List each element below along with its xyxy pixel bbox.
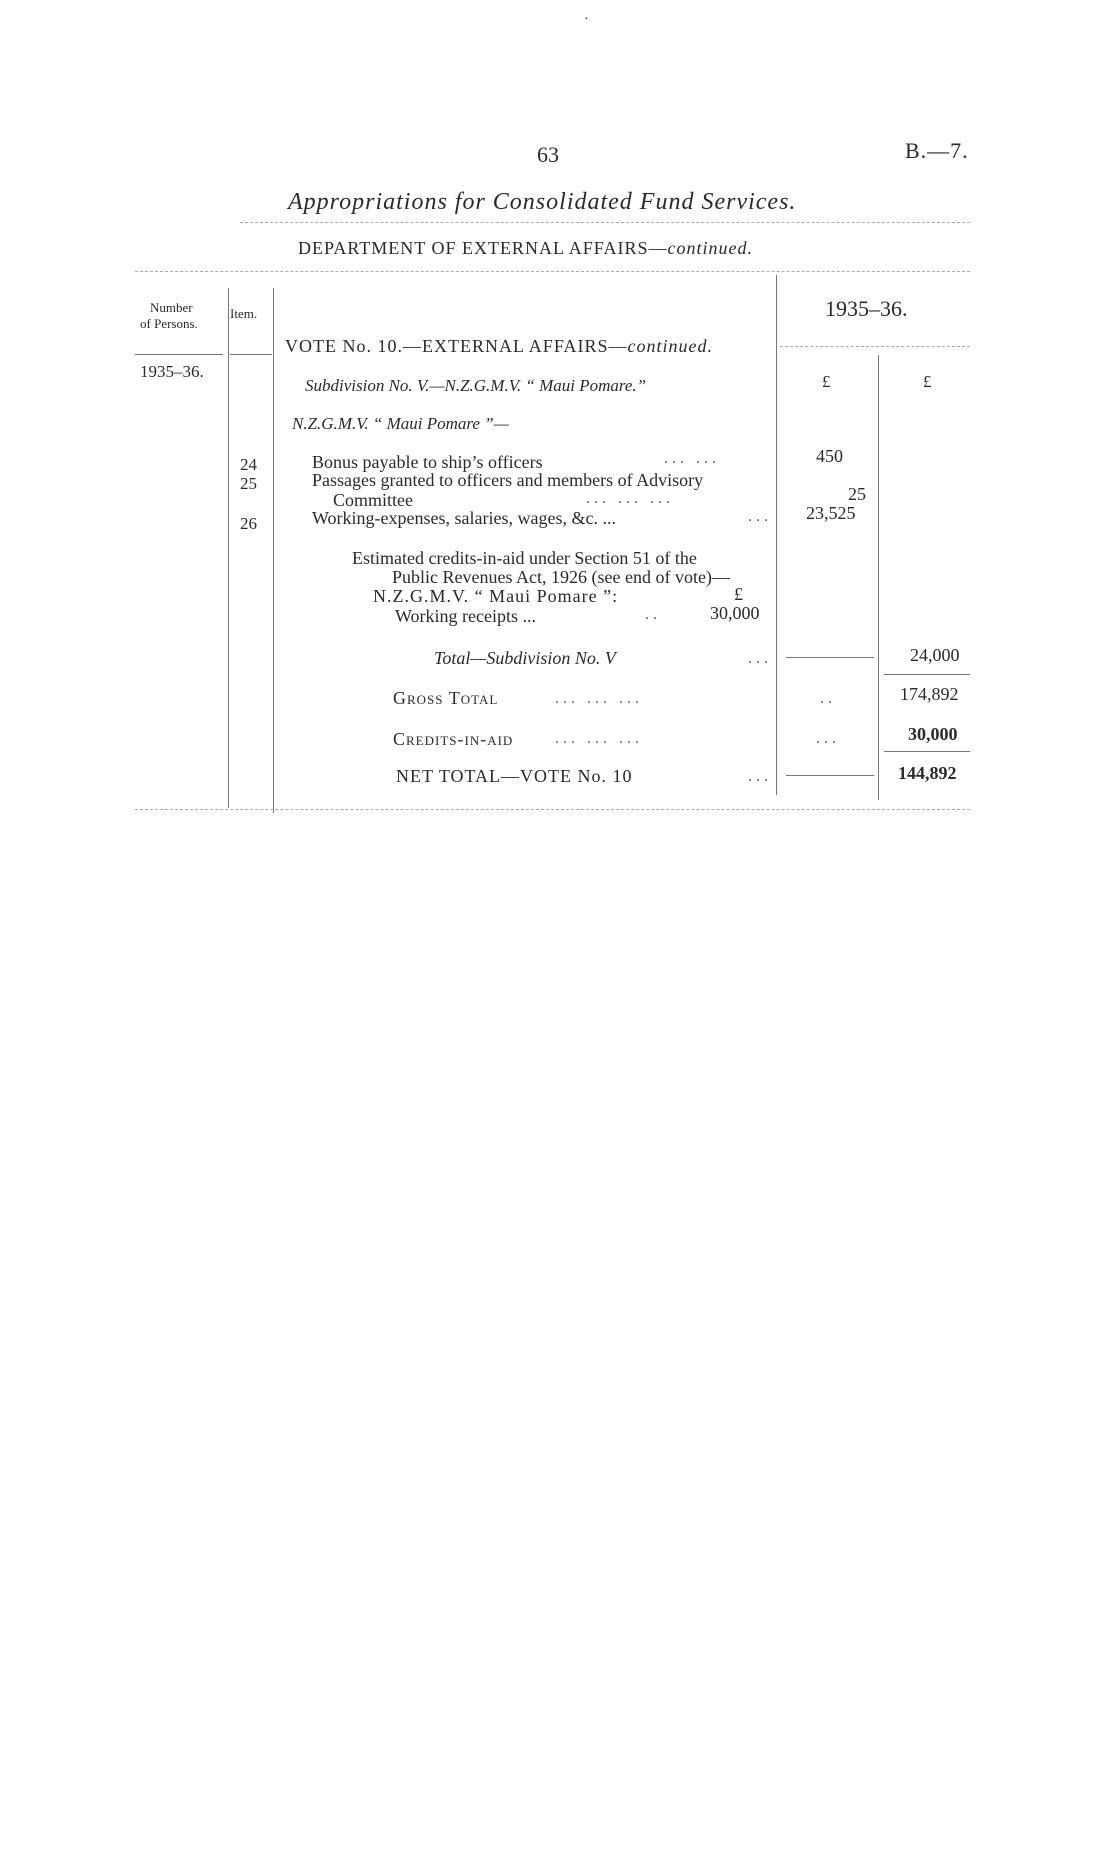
gross-total-dots: ... ... ... [555, 690, 643, 707]
item-header-rule [230, 354, 272, 355]
subdivision-total-label: Total—Subdivision No. V [434, 648, 616, 668]
credits-in-aid-amount: 30,000 [908, 724, 958, 744]
net-total-dots: ... [748, 768, 772, 785]
document-code: B.—7. [905, 138, 969, 163]
rule-item-text [273, 288, 274, 813]
subdivision-heading: Subdivision No. V.—N.Z.G.M.V. “ Maui Pomare.” [305, 376, 647, 395]
item-text-continued: Committee [333, 490, 413, 510]
title-rule [240, 222, 970, 223]
total-column-rule-2 [884, 751, 970, 752]
item-dots: ... ... ... [586, 490, 674, 507]
subdivision-total-rule [786, 657, 874, 658]
vote-heading-continued: continued. [627, 336, 713, 356]
item-amount: 25 [848, 484, 866, 504]
net-total-amount: 144,892 [898, 763, 957, 783]
credits-in-aid-dots: ... ... ... [555, 730, 643, 747]
credits-in-aid-mid-dots: ... [816, 730, 840, 747]
credits-note-line1: Estimated credits-in-aid under Section 51 of the [352, 548, 697, 568]
persons-header-rule [135, 354, 223, 355]
gross-total-label: Gross Total [393, 688, 499, 708]
total-column-rule-1 [884, 674, 970, 675]
item-header: Item. [230, 306, 258, 321]
item-number: 24 [240, 455, 257, 474]
credits-note-line2: Public Revenues Act, 1926 (see end of vote)— [392, 567, 730, 587]
pound-sign-amount: £ [822, 372, 831, 391]
credits-note-amount: 30,000 [710, 603, 760, 623]
rule-persons-item [228, 288, 229, 808]
item-number: 26 [240, 514, 257, 533]
item-text: Working-expenses, salaries, wages, &c. ... [312, 508, 616, 528]
item-text: Passages granted to officers and members of Advisory [312, 470, 704, 490]
rule-text-amount [776, 275, 777, 795]
department-main: DEPARTMENT OF EXTERNAL AFFAIRS— [298, 238, 668, 258]
item-dots: ... [748, 508, 772, 525]
table-top-rule [135, 271, 970, 272]
year-heading: 1935–36. [825, 296, 908, 321]
subdivision-total-amount: 24,000 [910, 645, 960, 665]
item-dots: ... ... [664, 450, 720, 467]
department-heading [298, 238, 753, 259]
credits-note-line4: Working receipts ... [395, 606, 537, 626]
page-number: 63 [537, 142, 559, 167]
page-title: Appropriations for Consolidated Fund Services. [288, 189, 797, 215]
credits-note-pound: £ [734, 584, 743, 604]
credits-note-line3: N.Z.G.M.V. “ Maui Pomare ”: [373, 586, 619, 606]
department-continued: continued. [667, 238, 753, 258]
item-amount: 23,525 [806, 503, 856, 523]
vote-heading [285, 336, 713, 357]
subdivision-total-dots: ... [748, 650, 772, 667]
net-total-label: NET TOTAL—VOTE No. 10 [396, 766, 633, 786]
item-number: 25 [240, 474, 257, 493]
number-header: Number [150, 300, 193, 315]
gross-total-amount: 174,892 [900, 684, 959, 704]
gross-total-mid-dots: .. [820, 690, 836, 707]
net-total-rule [786, 775, 874, 776]
rule-amount-total [878, 355, 879, 800]
credits-in-aid-label: Credits-in-aid [393, 729, 514, 749]
top-mark: · [584, 12, 589, 27]
persons-year: 1935–36. [140, 362, 204, 381]
table-bottom-rule [135, 809, 970, 810]
item-text: Bonus payable to ship’s officers [312, 452, 543, 472]
vote-heading-main: VOTE No. 10.—EXTERNAL AFFAIRS— [285, 336, 628, 356]
vessel-heading: N.Z.G.M.V. “ Maui Pomare ”— [292, 414, 509, 433]
amount-header-rule [780, 346, 970, 347]
pound-sign-total: £ [923, 372, 932, 391]
persons-header: of Persons. [140, 316, 198, 331]
credits-note-dots: .. [645, 606, 661, 623]
item-amount: 450 [816, 446, 843, 466]
